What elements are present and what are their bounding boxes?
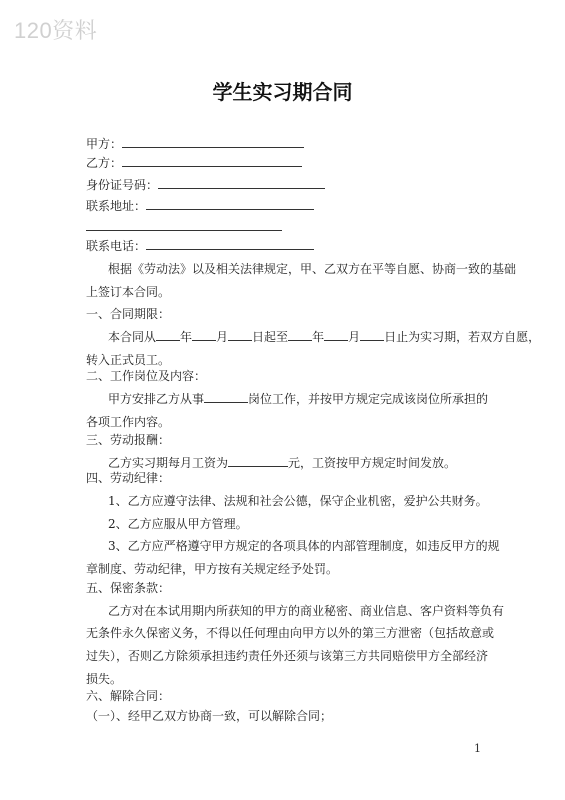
field-id-label: 身份证号码： — [86, 178, 159, 192]
start-month-blank — [192, 329, 216, 341]
s2-text-b: 岗位工作，并按甲方规定完成该岗位所承担的 — [248, 392, 489, 406]
section-4-heading: 四、劳动纪律： — [86, 471, 171, 485]
s1-year-label-2: 年 — [312, 330, 325, 344]
section-3-line-1 — [108, 455, 456, 471]
s3-text-b: 元，工资按甲方规定时间发放。 — [288, 456, 457, 470]
end-month-blank — [324, 329, 348, 341]
field-party-a-label: 甲方： — [86, 137, 123, 151]
s1-end-text: 日止为实习期，若双方自愿， — [384, 330, 541, 344]
field-address-label: 联系地址： — [86, 199, 147, 213]
s1-to-label: 日起至 — [252, 330, 289, 344]
end-day-blank — [360, 329, 384, 341]
intro-line-1: 根据《劳动法》以及相关法律规定，甲、乙双方在平等自愿、协商一致的基础 — [108, 262, 517, 276]
address-blank — [146, 198, 314, 210]
section-2-line-1 — [108, 391, 488, 407]
s1-month-label-2: 月 — [348, 330, 361, 344]
start-day-blank — [228, 329, 252, 341]
s1-text: 本合同从 — [108, 330, 157, 344]
intro-line-2: 上签订本合同。 — [86, 285, 171, 299]
section-5-line-3: 过失），否则乙方除须承担违约责任外还须与该第三方共同赔偿甲方全部经济 — [86, 649, 489, 663]
section-3-heading: 三、劳动报酬： — [86, 433, 171, 447]
address-blank-line-2 — [86, 219, 282, 231]
page-number: 1 — [474, 742, 481, 755]
start-year-blank — [156, 329, 180, 341]
section-5-heading: 五、保密条款： — [86, 581, 171, 595]
section-4-item-2: 2、乙方应服从甲方管理。 — [108, 517, 248, 531]
party-b-blank — [122, 155, 302, 167]
section-1-line-2: 转入正式员工。 — [86, 353, 171, 367]
section-2-line-2: 各项工作内容。 — [86, 415, 171, 429]
s3-text-a: 乙方实习期每月工资为 — [108, 456, 229, 470]
watermark-logo: 120资料 — [14, 18, 98, 43]
end-year-blank — [288, 329, 312, 341]
position-blank — [204, 391, 248, 403]
section-4-item-1: 1、乙方应遵守法律、法规和社会公德，保守企业机密，爱护公共财务。 — [108, 494, 488, 508]
field-address — [86, 198, 314, 214]
field-id-number — [86, 177, 325, 193]
section-4-item-3-line-1: 3、乙方应严格遵守甲方规定的各项具体的内部管理制度，如违反甲方的规 — [108, 539, 500, 553]
field-phone-label: 联系电话： — [86, 239, 147, 253]
id-number-blank — [158, 177, 325, 189]
phone-blank — [146, 238, 314, 250]
s1-month-label: 月 — [216, 330, 229, 344]
section-5-line-1: 乙方对在本试用期内所获知的甲方的商业秘密、商业信息、客户资料等负有 — [108, 604, 505, 618]
section-6-heading: 六、解除合同： — [86, 689, 171, 703]
field-party-b-label: 乙方： — [86, 156, 123, 170]
section-2-heading: 二、工作岗位及内容： — [86, 369, 207, 383]
field-phone — [86, 238, 314, 254]
section-4-item-3-line-2: 章制度、劳动纪律，甲方按有关规定经予处罚。 — [86, 562, 339, 576]
section-1-heading: 一、合同期限： — [86, 307, 171, 321]
section-6-item-1: （一）、经甲乙双方协商一致，可以解除合同； — [86, 709, 333, 723]
field-party-a — [86, 136, 304, 152]
salary-blank — [228, 455, 288, 467]
s1-year-label: 年 — [180, 330, 193, 344]
section-5-line-4: 损失。 — [86, 672, 123, 686]
party-a-blank — [122, 136, 304, 148]
section-1-line-1 — [108, 329, 540, 345]
s2-text-a: 甲方安排乙方从事 — [108, 392, 205, 406]
section-5-line-2: 无条件永久保密义务，不得以任何理由向甲方以外的第三方泄密（包括故意或 — [86, 626, 495, 640]
contract-title: 学生实习期合同 — [212, 80, 353, 104]
field-party-b — [86, 155, 302, 171]
